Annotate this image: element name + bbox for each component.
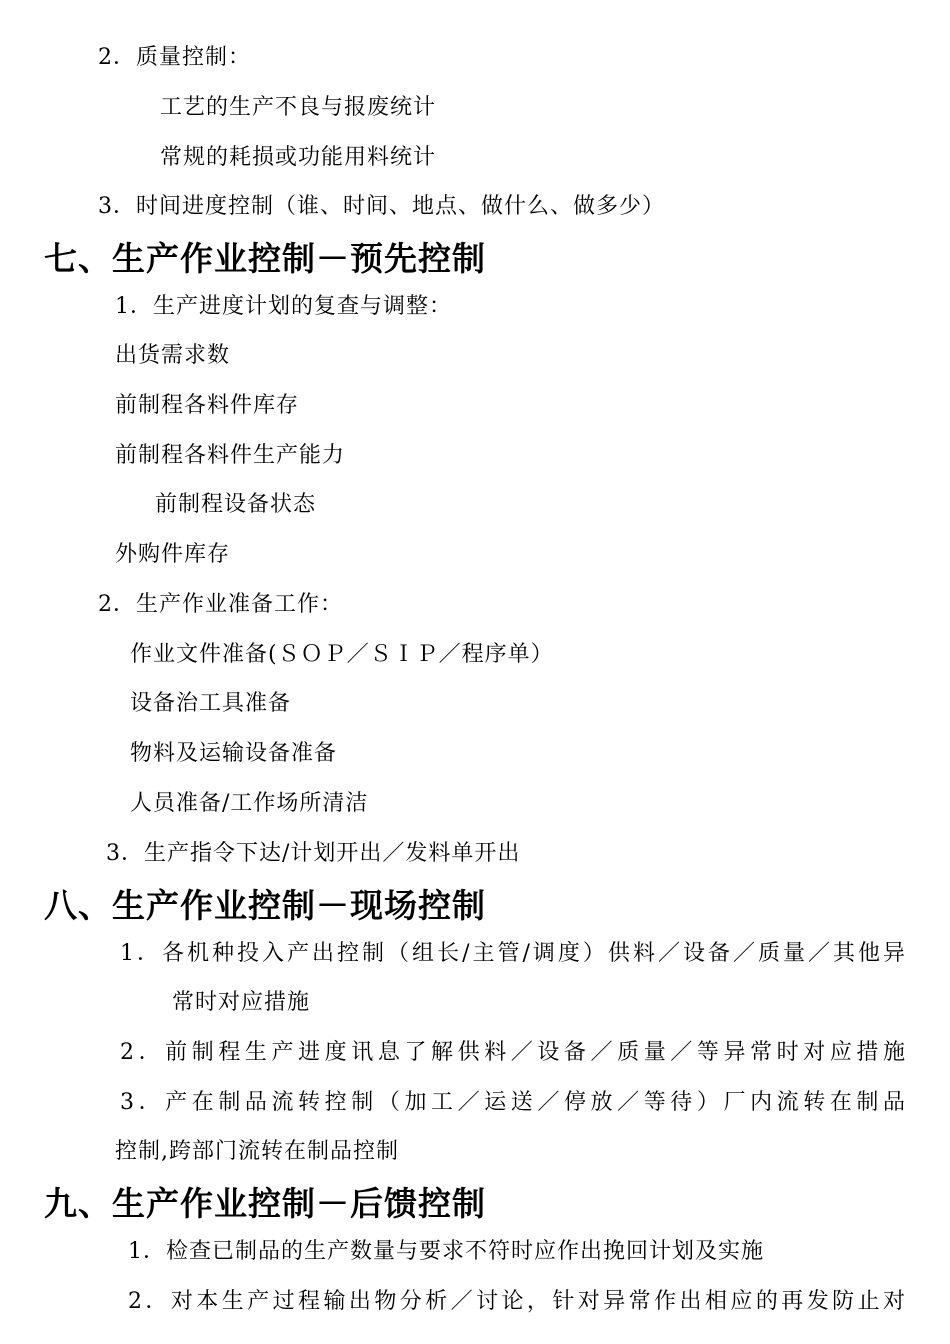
preparation-sub-2: 设备治工具准备 [130, 691, 292, 716]
schedule-review-sub-1: 出货需求数 [115, 343, 231, 368]
quality-control-sub-2: 常规的耗损或功能用料统计 [160, 145, 437, 170]
wip-flow-control-cont: 控制,跨部门流转在制品控制 [115, 1139, 399, 1164]
time-control-item: 3．时间进度控制（谁、时间、地点、做什么、做多少） [98, 194, 665, 219]
schedule-review-item: 1．生产进度计划的复查与调整： [115, 294, 452, 319]
preparation-sub-4: 人员准备/工作场所清洁 [130, 791, 369, 816]
production-order-item: 3．生产指令下达/计划开出／发料单开出 [106, 841, 521, 866]
schedule-review-sub-3: 前制程各料件生产能力 [115, 443, 346, 468]
wip-flow-control-item: 3．产在制品流转控制（加工／运送／停放／等待）厂内流转在制品 [120, 1090, 905, 1115]
preparation-item: 2．生产作业准备工作： [98, 592, 343, 617]
preparation-sub-1: 作业文件准备(ＳＯＰ／ＳＩＰ／程序单） [130, 642, 554, 667]
preparation-sub-3: 物料及运输设备准备 [130, 741, 338, 766]
section-9-heading: 九、生产作业控制－后馈控制 [44, 1184, 486, 1223]
input-output-control-cont: 常时对应措施 [172, 990, 311, 1015]
schedule-review-sub-4: 前制程设备状态 [155, 492, 317, 517]
output-check-item: 1．检查已制品的生产数量与要求不符时应作出挽回计划及实施 [128, 1239, 764, 1264]
progress-info-item: 2．前制程生产进度讯息了解供料／设备／质量／等异常时对应措施 [120, 1040, 905, 1065]
quality-control-item: 2．质量控制： [98, 45, 251, 70]
quality-control-sub-1: 工艺的生产不良与报废统计 [160, 95, 437, 120]
output-analysis-item: 2．对本生产过程输出物分析／讨论，针对异常作出相应的再发防止对 [128, 1289, 905, 1314]
schedule-review-sub-2: 前制程各料件库存 [115, 393, 300, 418]
section-7-heading: 七、生产作业控制－预先控制 [44, 239, 486, 278]
schedule-review-sub-5: 外购件库存 [115, 542, 231, 567]
input-output-control-item: 1．各机种投入产出控制（组长/主管/调度）供料／设备／质量／其他异 [120, 941, 905, 966]
section-8-heading: 八、生产作业控制－现场控制 [44, 886, 486, 925]
